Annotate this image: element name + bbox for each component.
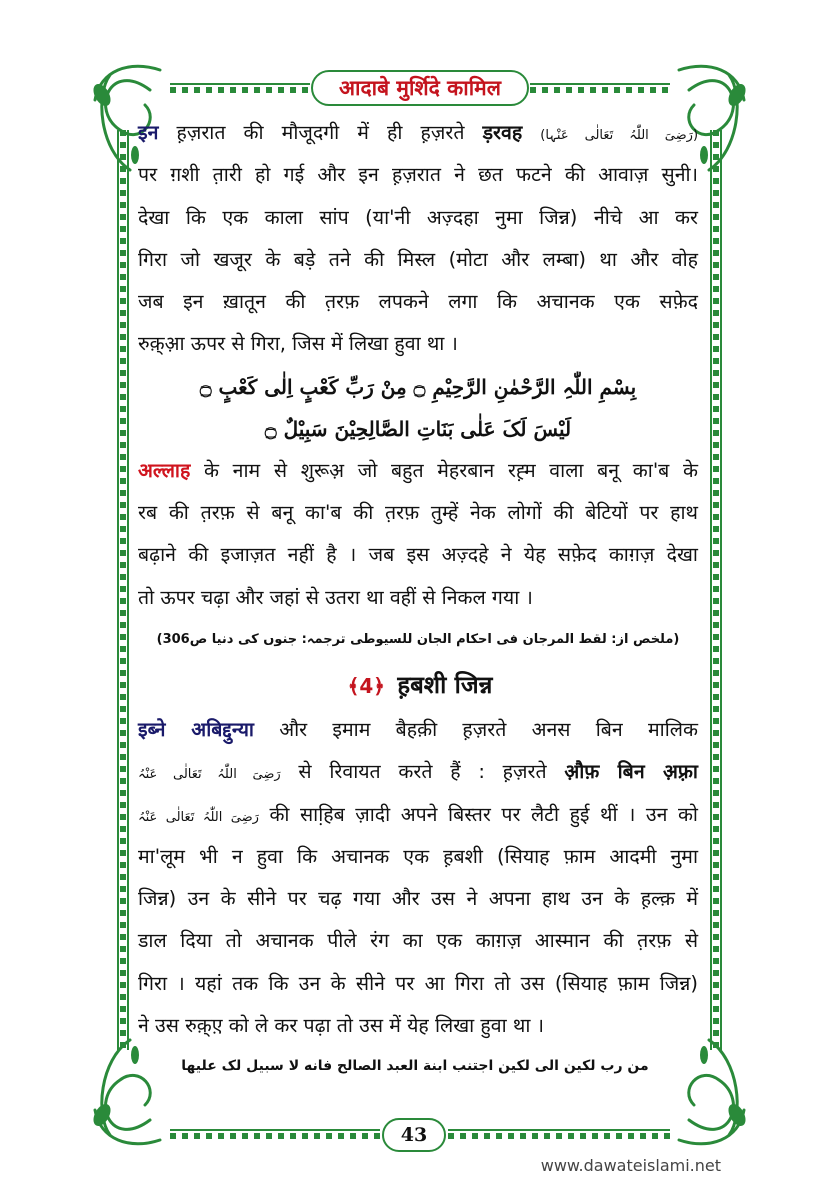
website-url: www.dawateislami.net (540, 1156, 721, 1175)
text-span: की साहि़ब ज़ादी अपने बिस्तर पर लैटी हुई थीं । उन को (269, 802, 698, 826)
arabic-verse: لَیْسَ لَکَ عَلٰی بَنَاتِ الصَّالِحِیْنَ سَبِیْلٌ ۝ (264, 416, 572, 441)
text-span: के नाम से शुरूअ़ जो बहुत मेहरबान रह़्म वाला बनू का'ब के (204, 458, 698, 482)
paragraph-line (138, 709, 698, 751)
paragraph-line: जब इन ख़ातून की त़रफ़ लपकने लगा कि अचानक एक सफ़ेद (138, 290, 698, 314)
paragraph-line: रुक़्आ़ ऊपर से गिरा, जिस में लिखा हुवा था । (138, 332, 458, 356)
running-header (311, 70, 529, 106)
emphasis-name: ड़रवह (482, 121, 523, 144)
paragraph-line: मा'लूम भी न हुवा कि अचानक एक ह़बशी (सियाह फ़ाम आदमी नुमा (138, 844, 698, 868)
text-span: और इमाम बैहक़ी ह़ज़रते अनस बिन मालिक (279, 717, 698, 741)
paragraph-line: तो ऊपर चढ़ा और जहां से उतरा था वहीं से निकल गया । (138, 585, 533, 609)
footnote-arabic: من رب لکین الی لکین اجتنب ابنة العبد الصالح فانه لا سبیل لک علیها (181, 1058, 649, 1074)
section-title: ह़बशी जिन्न (397, 670, 493, 699)
paragraph-line: गिरा । यहां तक कि उन के सीने पर आ गिरा तो उस (सियाह फ़ाम जिन्न) (138, 971, 698, 995)
page-number: 43 (382, 1118, 446, 1152)
reference-citation: (ملخص از: لقط المرجان فی احکام الجان للسیوطی ترجمہ: جنوں کی دنیا ص306) (156, 631, 680, 647)
section-number-badge: ﴾4﴿ (347, 673, 385, 698)
header-title: आदाबे मुर्शिदे कामिल (339, 76, 501, 100)
paragraph-line (138, 112, 698, 154)
paragraph-line: गिरा जो खजूर के बड़े तने की मिस्ल (मोटा और लम्बा) था और वोह (138, 247, 698, 271)
text-span: ह़ज़रात की मौजूदगी में ही ह़ज़रते (176, 121, 465, 144)
divine-name: अल्लाह (138, 458, 191, 482)
paragraph-line (138, 794, 698, 836)
arabic-verse: بِسْمِ اللّٰہِ الرَّحْمٰنِ الرَّحِیْمِ ۝ مِنْ رَبِّ کَعْبٍ اِلٰی کَعْبٍ ۝ (199, 374, 637, 399)
page-body (138, 112, 698, 1047)
honorific: (رَضِیَ اللّٰہُ تَعَالٰی عَنْہا) (540, 128, 699, 143)
emphasis-name: इन (138, 121, 159, 144)
paragraph-line: रब की त़रफ़ से बनू का'ब की त़रफ़ तुम्हें नेक लोगों की बेटियों पर हाथ (138, 501, 698, 525)
section-heading (138, 661, 698, 709)
paragraph-line: जिन्न) उन के सीने पर चढ़ गया और उस ने अपना हाथ उन के ह़ल्क़ में (138, 887, 698, 911)
honorific: رَضِیَ اللّٰہُ تَعَالٰی عَنْہُ (138, 809, 259, 825)
paragraph-line: ने उस रुक़्ए़ को ले कर पढ़ा तो उस में येह लिखा हुवा था । (138, 1014, 544, 1038)
paragraph-line: पर ग़शी त़ारी हो गई और इन ह़ज़रात ने छत फटने की आवाज़ सुनी। (138, 163, 698, 187)
paragraph-line (138, 751, 698, 793)
emphasis-name: औ़फ़ बिन अ़फ़्रा (564, 760, 698, 784)
honorific: رَضِیَ اللّٰہُ تَعَالٰی عَنْہُ (138, 767, 281, 783)
paragraph-line (138, 450, 698, 492)
emphasis-name: इब्ने अबिद्दुन्या (138, 717, 254, 741)
paragraph-line: देखा कि एक काला सांप (या'नी अज़्दहा नुमा जिन्न) नीचे आ कर (138, 205, 698, 229)
section-number: 4 (359, 673, 374, 698)
paragraph-line: डाल दिया तो अचानक पीले रंग का एक काग़ज़ आस्मान की त़रफ़ से (138, 929, 698, 953)
paragraph-line: बढ़ाने की इजाज़त नहीं है । जब इस अज़्दहे ने येह सफ़ेद काग़ज़ देखा (138, 543, 698, 567)
text-span: से रिवायत करते हैं : ह़ज़रते (298, 760, 547, 784)
